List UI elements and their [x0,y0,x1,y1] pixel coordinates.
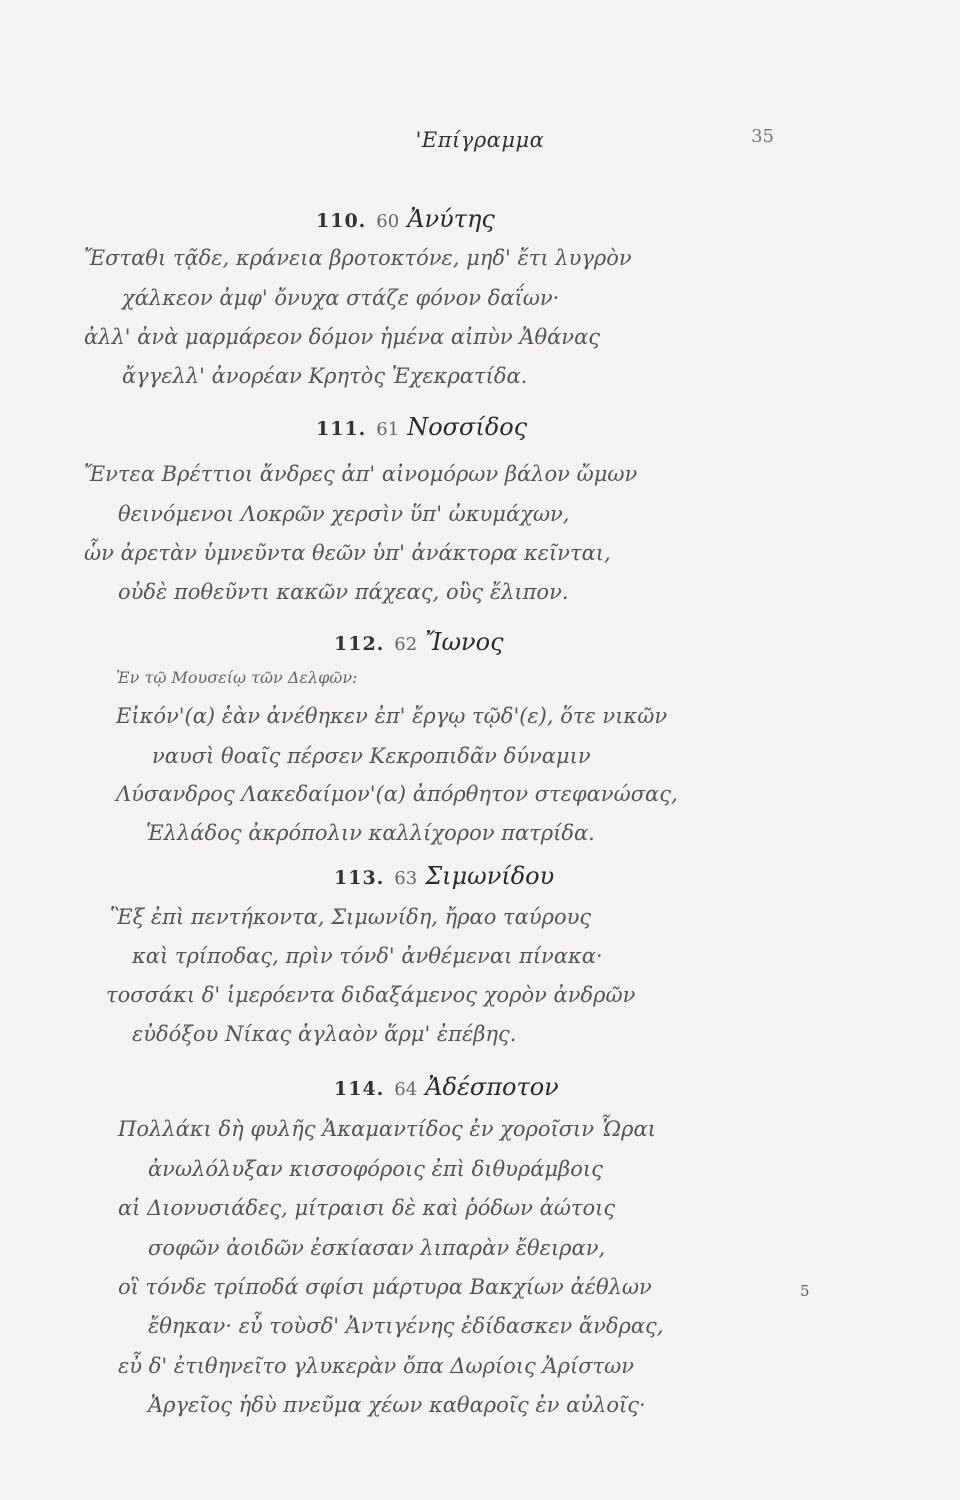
poem-subnumber: 63 [394,868,418,889]
verse-line: ὧν ἀρετὰν ὑμνεῦντα θεῶν ὑπ' ἀνάκτορα κεῖνται, [84,541,611,565]
poem-author: Ἀδέσποτον [425,1073,559,1101]
verse-line: σοφῶν ἀοιδῶν ἐσκίασαν λιπαρὰν ἔθειραν, [148,1236,606,1260]
verse-line: καὶ τρίποδας, πρὶν τόνδ' ἀνθέμεναι πίνακα· [132,944,603,968]
poem-subnumber: 60 [376,211,400,232]
verse-line: οὐδὲ ποθεῦντι κακῶν πάχεας, οὓς ἔλιπον. [118,580,569,604]
verse-line: Πολλάκι δὴ φυλῆς Ἀκαμαντίδος ἐν χοροῖσιν Ὧραι [118,1117,656,1141]
verse-line: Ἔντεα Βρέττιοι ἄνδρες ἀπ' αἰνομόρων βάλον ὤμων [84,462,638,486]
verse-line: Λύσανδρος Λακεδαίμον'(α) ἀπόρθητον στεφανώσας, [116,782,678,806]
verse-line: Ἔσταθι τᾷδε, κράνεια βροτοκτόνε, μηδ' ἔτι λυγρὸν [84,246,632,270]
poem-subnumber: 62 [394,634,418,655]
poem-number: 110. [316,210,367,232]
verse-line: ἀνωλόλυξαν κισσοφόροις ἐπὶ διθυράμβοις [148,1157,603,1181]
verse-line: εὐδόξου Νίκας ἀγλαὸν ἅρμ' ἐπέβης. [132,1022,517,1046]
running-head: 'Επίγραμμα [415,128,545,152]
verse-line: Ἀργεῖος ἡδὺ πνεῦμα χέων καθαροῖς ἐν αὐλοῖς· [148,1393,646,1417]
verse-line: Εἰκόν'(α) ἑὰν ἀνέθηκεν ἐπ' ἔργῳ τῷδ'(ε), ὅτε νικῶν [116,704,668,728]
verse-line: ἄγγελλ' ἀνορέαν Κρητὸς Ἐχεκρατίδα. [122,364,528,388]
verse-line: ἔθηκαν· εὖ τοὺσδ' Ἀντιγένης ἐδίδασκεν ἄνδρας, [148,1314,664,1338]
verse-line: εὖ δ' ἐτιθηνεῖτο γλυκερὰν ὄπα Δωρίοις Ἀρίστων [118,1354,635,1378]
poem-header [316,205,495,233]
verse-line: Ἑλλάδος ἀκρόπολιν καλλίχορον πατρίδα. [146,821,595,845]
poem-author: Ἀνύτης [407,205,495,233]
poem-number: 114. [334,1078,385,1100]
verse-line: αἱ Διονυσιάδες, μίτραισι δὲ καὶ ῥόδων ἀώτοις [118,1196,616,1220]
verse-line: οἳ τόνδε τρίποδά σφίσι μάρτυρα Βακχίων ἀέθλων [118,1275,652,1299]
poem-note: Ἐν τῷ Μουσείῳ τῶν Δελφῶν: [116,668,358,687]
verse-line: ναυσὶ θοαῖς πέρσεν Κεκροπιδᾶν δύναμιν [152,744,591,768]
verse-line: θεινόμενοι Λοκρῶν χερσὶν ὕπ' ὠκυμάχων, [118,502,570,526]
poem-header [316,413,527,441]
line-number: 5 [800,1282,810,1300]
poem-header [334,1073,559,1101]
poem-number: 111. [316,418,367,440]
poem-author: Νοσσίδος [407,413,528,441]
verse-line: τοσσάκι δ' ἱμερόεντα διδαξάμενος χορὸν ἀνδρῶν [106,983,636,1007]
poem-header [334,628,504,656]
poem-author: Ἴωνος [425,628,504,656]
poem-subnumber: 61 [376,419,400,440]
verse-line: Ἓξ ἐπὶ πεντήκοντα, Σιμωνίδη, ἤραο ταύρους [110,905,592,929]
poem-subnumber: 64 [394,1079,418,1100]
poem-number: 113. [334,867,385,889]
poem-header [334,862,554,890]
verse-line: ἀλλ' ἀνὰ μαρμάρεον δόμον ἡμένα αἰπὺν Ἀθάνας [84,325,601,349]
page-number: 35 [751,126,774,147]
poem-author: Σιμωνίδου [425,862,555,890]
poem-number: 112. [334,633,385,655]
verse-line: χάλκεον ἀμφ' ὄνυχα στάζε φόνον δαΐων· [122,286,560,310]
